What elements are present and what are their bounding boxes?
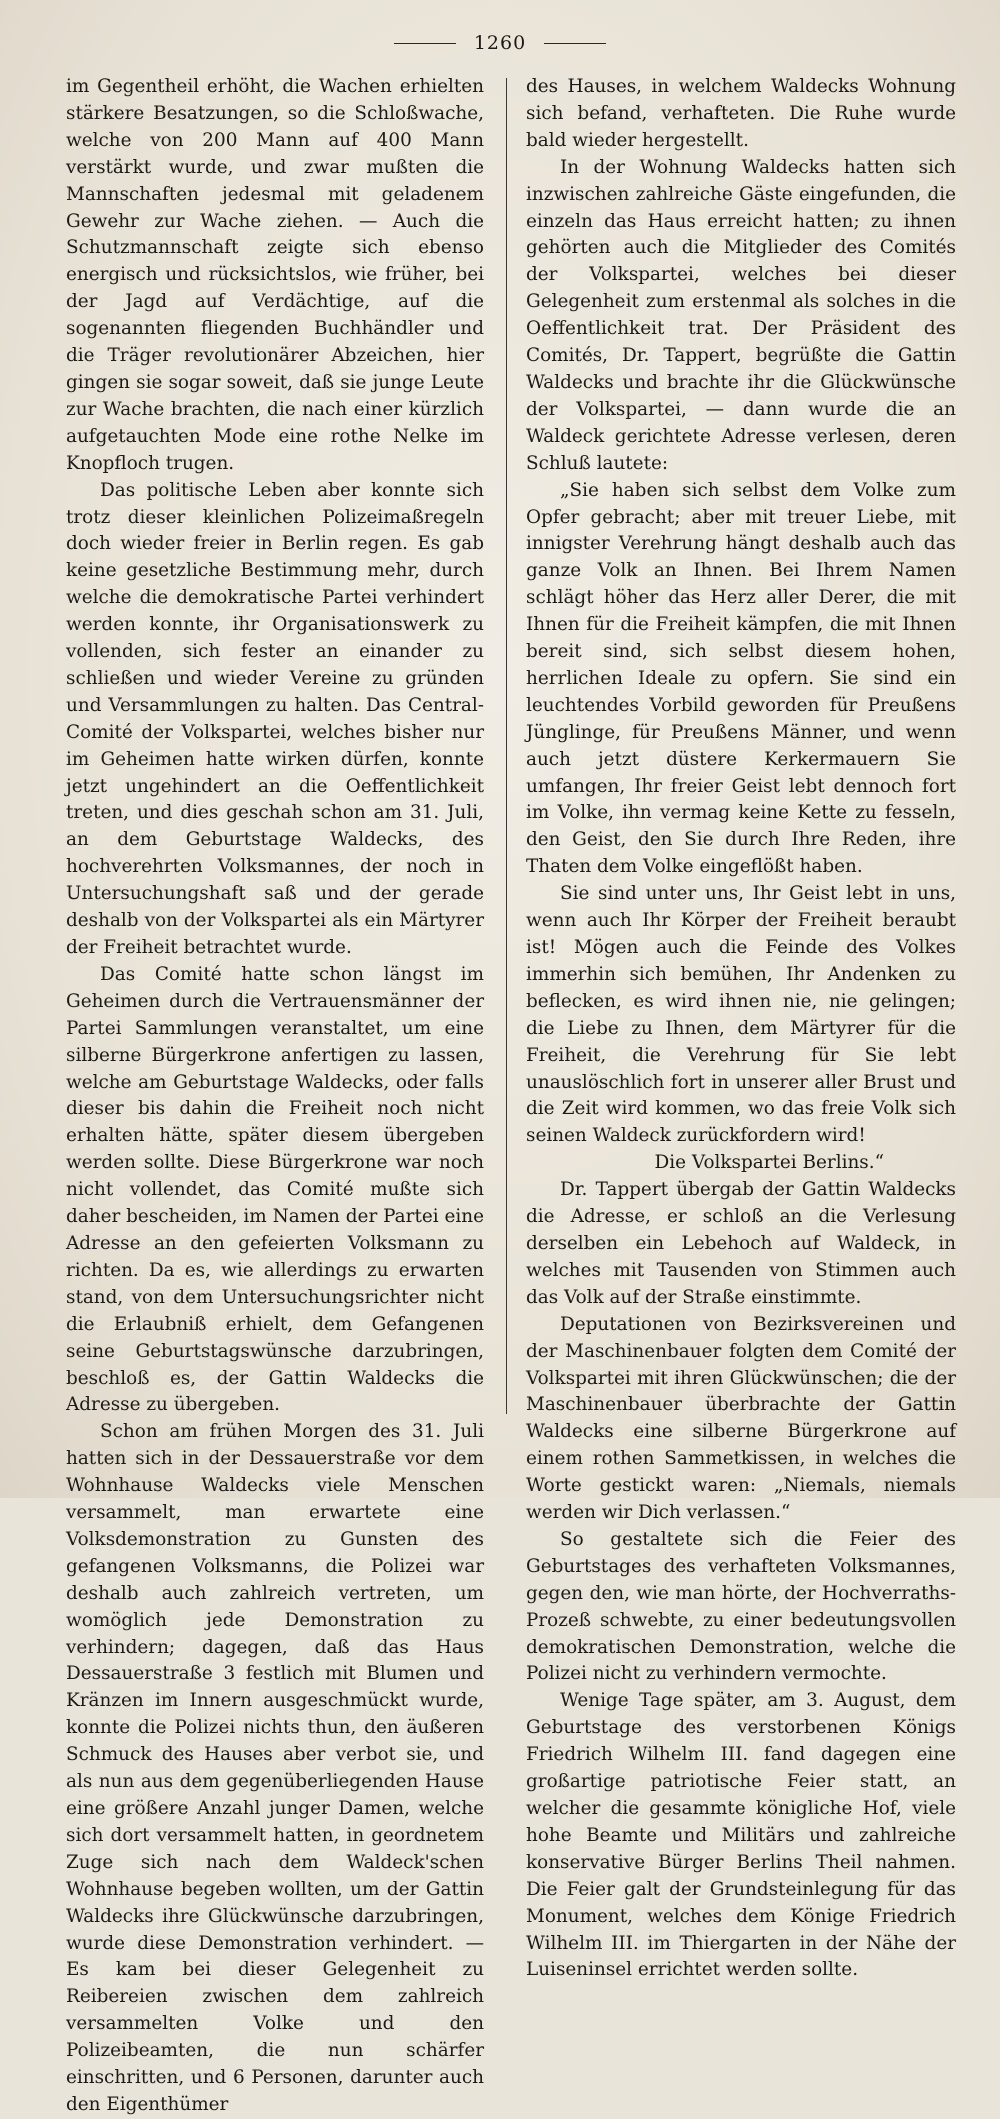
header-rule-right bbox=[544, 43, 606, 44]
paragraph: In der Wohnung Waldecks hatten sich inzwischen zahlreiche Gäste eingefunden, die einzeln das Haus erreicht hatten; zu ihnen gehörten auch die Mitglieder des Comités der Volkspartei, welches bei dieser Gelegenheit zum erstenmal als solches in die Oeffentlichkeit trat. Der Präsident des Comités, Dr. Tappert, begrüßte die Gattin Waldecks und brachte ihr die Glückwünsche der Volkspartei, — dann wurde die an Waldeck gerichtete Adresse verlesen, deren Schluß lautete: bbox=[526, 156, 956, 474]
left-column bbox=[66, 74, 484, 2119]
paragraph: Sie sind unter uns, Ihr Geist lebt in uns, wenn auch Ihr Körper der Freiheit beraubt ist! Mögen auch die Feinde des Volkes immerhin sich bemühen, Ihr Andenken zu beflecken, es wird ihnen nie, nie gelingen; die Liebe zu Ihnen, dem Märtyrer für die Freiheit, die Verehrung für Sie lebt unauslöschlich fort in unserer aller Brust und die Zeit wird kommen, wo das freie Volk sich seinen Waldeck zurückfordern wird! bbox=[526, 883, 956, 1147]
paragraph: So gestaltete sich die Feier des Geburtstages des verhafteten Volksmannes, gegen den, wie man hörte, der Hochverraths-Prozeß schwebte, zu einer bedeutungsvollen demokratischen Demonstration, welche die Polizei nicht zu verhindern vermochte. bbox=[526, 1528, 956, 1685]
paragraph: Das politische Leben aber konnte sich trotz dieser kleinlichen Polizeimaßregeln doch wieder freier in Berlin regen. Es gab keine gesetzliche Bestimmung mehr, durch welche die demokratische Partei verhindert werden konnte, ihr Organisationswerk zu vollenden, sich fester an einander zu schließen und wieder Vereine zu gründen und Versammlungen zu halten. Das Central-Comité der Volkspartei, welches bisher nur im Geheimen hatte wirken dürfen, konnte jetzt ungehindert an die Oeffentlichkeit treten, und dies geschah schon am 31. Juli, an dem Geburtstage Waldecks, des hochverehrten Volksmannes, der noch in Untersuchungshaft saß und der gerade deshalb von der Volkspartei als ein Märtyrer der Freiheit betrachtet wurde. bbox=[66, 479, 484, 958]
paragraph: im Gegentheil erhöht, die Wachen erhielten stärkere Besatzungen, so die Schloßwache, welche von 200 Mann auf 400 Mann verstärkt wurde, und zwar mußten die Mannschaften jedesmal mit geladenem Gewehr zur Wache ziehen. — Auch die Schutzmannschaft zeigte sich ebenso energisch und rücksichtslos, wie früher, bei der Jagd auf Verdächtige, auf die sogenannten fliegenden Buchhändler und die Träger revolutionärer Abzeichen, hier gingen sie sogar soweit, daß sie junge Leute zur Wache brachten, die nach einer kürzlich aufgetauchten Mode eine rothe Nelke im Knopfloch trugen. bbox=[66, 76, 484, 474]
paragraph: Schon am frühen Morgen des 31. Juli hatten sich in der Dessauerstraße vor dem Wohnhause Waldecks viele Menschen versammelt, man erwartete eine Volksdemonstration zu Gunsten des gefangenen Volksmanns, die Polizei war deshalb auch zahlreich vertreten, um womöglich jede Demonstration zu verhindern; dagegen, daß das Haus Dessauerstraße 3 festlich mit Blumen und Kränzen im Innern ausgeschmückt wurde, konnte die Polizei nichts thun, den äußeren Schmuck des Hauses aber verbot sie, und als nun aus dem gegenüberliegenden Hause eine größere Anzahl junger Damen, welche sich dort versammelt hatten, in geordnetem Zuge sich nach dem Waldeck'schen Wohnhause begeben wollten, um der Gattin Waldecks ihre Glückwünsche darzubringen, wurde diese Demonstration verhindert. — Es kam bei dieser Gelegenheit zu Reibereien zwischen dem zahlreich versammelten Volke und den Polizeibeamten, die nun schärfer einschritten, und 6 Personen, darunter auch den Eigenthümer bbox=[66, 1421, 484, 2115]
paragraph: Dr. Tappert übergab der Gattin Waldecks die Adresse, er schloß an die Verlesung derselben ein Lebehoch auf Waldeck, in welches mit Tausenden von Stimmen auch das Volk auf der Straße einstimmte. bbox=[526, 1179, 956, 1308]
paragraph: Das Comité hatte schon längst im Geheimen durch die Vertrauensmänner der Partei Sammlungen veranstaltet, um eine silberne Bürgerkrone anfertigen zu lassen, welche am Geburtstage Waldecks, oder falls dieser bis dahin die Freiheit noch nicht erhalten hätte, später diesem übergeben werden sollte. Diese Bürgerkrone war noch nicht vollendet, das Comité mußte sich daher bescheiden, im Namen der Partei eine Adresse an den gefeierten Volksmann zu richten. Da es, wie allerdings zu erwarten stand, von dem Untersuchungsrichter nicht die Erlaubniß erhielt, dem Gefangenen seine Geburtstagswünsche darzubringen, beschloß es, der Gattin Waldecks die Adresse zu übergeben. bbox=[66, 963, 484, 1416]
header-rule-left bbox=[394, 43, 456, 44]
page-header bbox=[0, 28, 1000, 58]
right-column bbox=[526, 74, 956, 1984]
paragraph: Die Volkspartei Berlins.“ bbox=[654, 1152, 884, 1174]
paragraph: Wenige Tage später, am 3. August, dem Geburtstage des verstorbenen Königs Friedrich Wilhelm III. fand dagegen eine großartige patriotische Feier statt, an welcher die gesammte königliche Hof, viele hohe Beamte und Militärs und zahlreiche konservative Bürger Berlins Theil nahmen. Die Feier galt der Grundsteinlegung für das Monument, welches dem Könige Friedrich Wilhelm III. im Thiergarten in der Nähe der Luiseninsel errichtet werden sollte. bbox=[526, 1690, 956, 1981]
column-divider bbox=[506, 78, 507, 1414]
page-number: 1260 bbox=[473, 32, 527, 54]
paragraph: Deputationen von Bezirksvereinen und der Maschinenbauer folgten dem Comité der Volkspartei mit ihren Glückwünschen; die der Maschinenbauer überbrachte der Gattin Waldecks eine silberne Bürgerkrone auf einem rothen Sammetkissen, in welches die Worte gestickt waren: „Niemals, niemals werden wir Dich verlassen.“ bbox=[526, 1313, 956, 1524]
paragraph: des Hauses, in welchem Waldecks Wohnung sich befand, verhafteten. Die Ruhe wurde bald wieder hergestellt. bbox=[526, 76, 956, 151]
paragraph: „Sie haben sich selbst dem Volke zum Opfer gebracht; aber mit treuer Liebe, mit innigster Verehrung hängt deshalb auch das ganze Volk an Ihnen. Bei Ihrem Namen schlägt höher das Herz aller Derer, die mit Ihnen für die Freiheit kämpfen, die mit Ihnen bereit sind, sich selbst diesem hohen, herrlichen Ideale zu opfern. Sie sind ein leuchtendes Vorbild geworden für Preußens Jünglinge, für Preußens Männer, und wenn auch jetzt düstere Kerkermauern Sie umfangen, Ihr freier Geist lebt dennoch fort im Volke, ihn vermag keine Kette zu fesseln, den Geist, den Sie durch Ihre Reden, ihre Thaten dem Volke eingeflößt haben. bbox=[526, 479, 956, 878]
